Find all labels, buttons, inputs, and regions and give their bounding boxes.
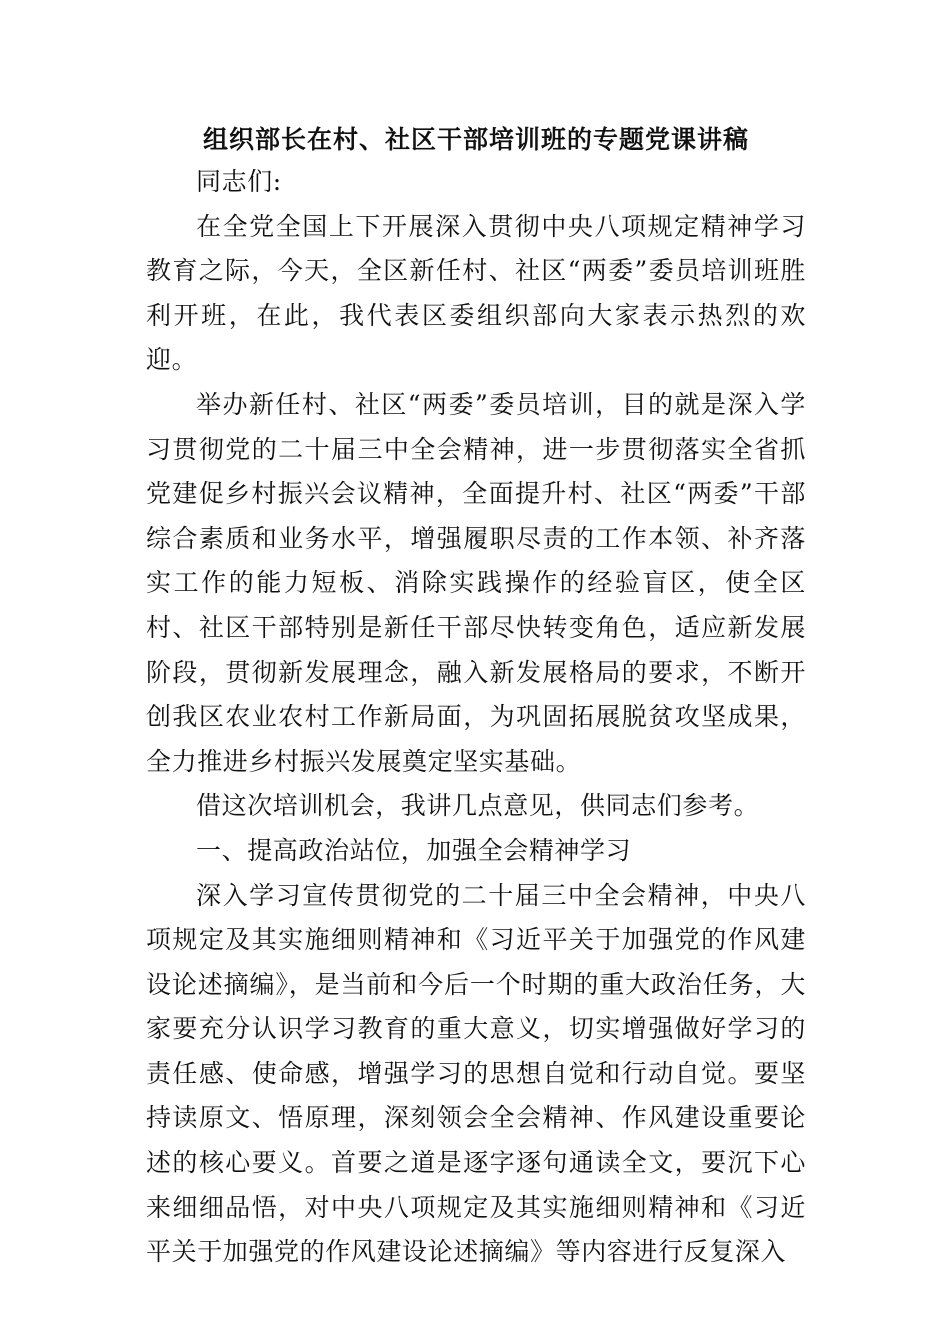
transition-paragraph: 借这次培训机会，我讲几点意见，供同志们参考。 (196, 791, 760, 821)
salutation-paragraph: 同志们: (196, 167, 282, 196)
document-title: 组织部长在村、社区干部培训班的专题党课讲稿 (202, 125, 749, 154)
section-heading-1: 一、提高政治站位，加强全会精神学习 (196, 835, 632, 865)
section-1-body-paragraph: 深入学习宣传贯彻党的二十届三中全会精神，中央八项规定及其实施细则精神和《习近平关于加强党的作风建设论述摘编》，是当前和今后一个时期的重大政治任务，大家要充分认识学习教育的重大意义，切实增强做好学习的责任感、使命感，增强学习的思想自觉和行动自觉。要坚持读原文、悟原理，深刻领会全会精神、作风建设重要论述的核心要义。首要之道是逐字逐句通读全文，要沉下心来细细品悟，对中央八项规定及其实施细则精神和《习近平关于加强党的作风建设论述摘编》等内容进行反复深入 (146, 880, 806, 1267)
opening-paragraph: 在全党全国上下开展深入贯彻中央八项规定精神学习教育之际，今天，全区新任村、社区“两委”委员培训班胜利开班，在此，我代表区委组织部向大家表示热烈的欢迎。 (146, 211, 806, 375)
document-page (146, 110, 806, 1275)
purpose-paragraph: 举办新任村、社区“两委”委员培训，目的就是深入学习贯彻党的二十届三中全会精神，进一步贯彻落实全省抓党建促乡村振兴会议精神，全面提升村、社区“两委”干部综合素质和业务水平，增强履职尽责的工作本领、补齐落实工作的能力短板、消除实践操作的经验盲区，使全区村、社区干部特别是新任干部尽快转变角色，适应新发展阶段，贯彻新发展理念，融入新发展格局的要求，不断开创我区农业农村工作新局面，为巩固拓展脱贫攻坚成果，全力推进乡村振兴发展奠定坚实基础。 (146, 389, 806, 776)
